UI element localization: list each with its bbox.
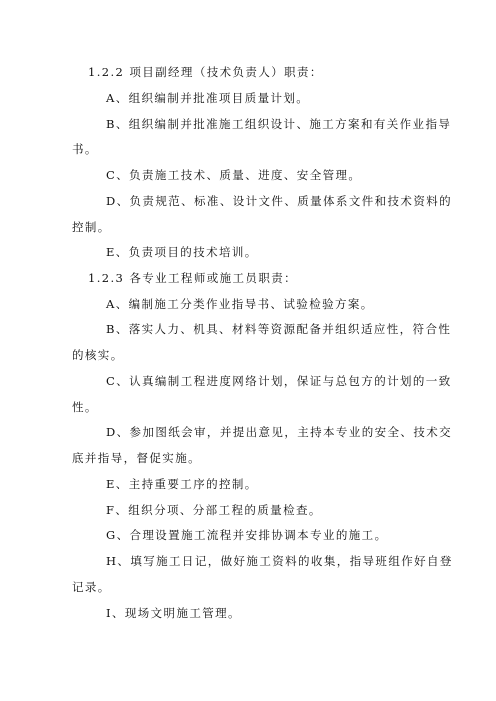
engineer-item-b-continuation: 的核实。 [72,348,124,362]
duty-item-e: E、负责项目的技术培训。 [106,245,258,259]
duty-item-d: D、负责规范、标准、设计文件、质量体系文件和技术资料的 [106,194,453,208]
engineer-item-h-continuation: 记录。 [72,580,111,594]
duty-item-c: C、负责施工技术、质量、进度、安全管理。 [106,168,362,182]
engineer-item-a: A、编制施工分类作业指导书、试验检验方案。 [106,297,374,311]
duty-item-a: A、组织编制并批准项目质量计划。 [106,91,310,105]
duty-item-b: B、组织编制并批准施工组织设计、施工方案和有关作业指导 [106,117,452,131]
duty-item-d-continuation: 控制。 [72,220,111,234]
engineer-item-c-continuation: 性。 [72,400,98,414]
engineer-item-g: G、合理设置施工流程并安排协调本专业的施工。 [106,528,388,542]
engineer-item-h: H、填写施工日记，做好施工资料的收集，指导班组作好自登 [106,554,453,568]
duty-item-b-continuation: 书。 [72,142,98,156]
engineer-item-i: I、现场文明施工管理。 [106,606,241,620]
engineer-item-c: C、认真编制工程进度网络计划，保证与总包方的计划的一致 [106,374,452,388]
section-heading-1-2-3: 1.2.3 各专业工程师或施工员职责： [88,271,298,285]
engineer-item-d-continuation: 底并指导，督促实施。 [72,451,201,465]
engineer-item-e: E、主持重要工序的控制。 [106,477,258,491]
section-heading-1-2-2: 1.2.2 项目副经理（技术负责人）职责： [88,65,323,79]
engineer-item-f: F、组织分项、分部工程的质量检查。 [106,503,322,517]
engineer-item-d: D、参加图纸会审，并提出意见，主持本专业的安全、技术交 [106,425,453,439]
engineer-item-b: B、落实人力、机具、材料等资源配备并组织适应性，符合性 [106,322,452,336]
